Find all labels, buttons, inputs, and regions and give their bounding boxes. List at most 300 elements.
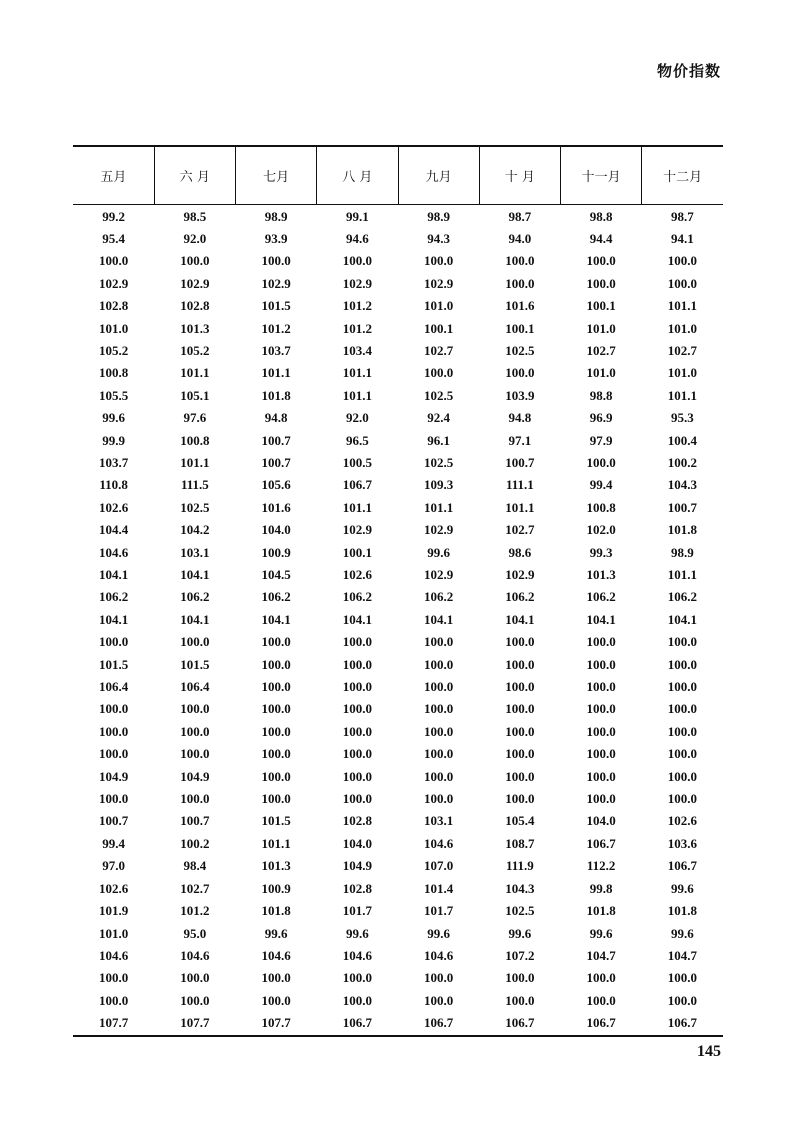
- table-cell: 100.8: [99, 365, 129, 381]
- table-cell: 100.0: [667, 701, 697, 717]
- table-cell: 103.4: [342, 342, 372, 358]
- table-cell: 102.6: [99, 499, 129, 515]
- table-cell: 106.2: [99, 589, 129, 605]
- table-cell: 99.6: [589, 925, 613, 941]
- table-cell: 104.0: [586, 813, 616, 829]
- table-cell: 101.5: [261, 298, 291, 314]
- table-cell: 100.0: [342, 746, 372, 762]
- table-cell: 106.2: [180, 589, 210, 605]
- table-cell: 101.9: [99, 903, 129, 919]
- table-cell: 107.2: [505, 947, 535, 963]
- table-row: [73, 250, 723, 272]
- table-row: [73, 855, 723, 877]
- table-cell: 101.1: [261, 835, 291, 851]
- table-cell: 101.1: [667, 567, 697, 582]
- table-cell: 101.6: [505, 298, 535, 314]
- table-cell: 98.8: [589, 387, 613, 403]
- table-cell: 100.0: [505, 365, 535, 381]
- table-cell: 105.5: [99, 387, 129, 403]
- table-cell: 99.6: [671, 925, 694, 941]
- table-cell: 98.9: [671, 544, 694, 560]
- table-cell: 104.1: [180, 611, 210, 627]
- table-cell: 105.1: [180, 387, 210, 403]
- table-header: [73, 146, 723, 204]
- table-cell: 100.0: [180, 746, 210, 762]
- table-cell: 100.0: [99, 634, 129, 650]
- table-cell: 100.0: [586, 679, 616, 695]
- table-cell: 100.0: [505, 253, 535, 269]
- table-cell: 104.6: [342, 947, 372, 963]
- table-cell: 104.0: [342, 835, 372, 851]
- table-cell: 98.8: [589, 208, 613, 224]
- table-row: [73, 788, 723, 810]
- table-cell: 111.1: [505, 477, 534, 493]
- table-cell: 100.0: [586, 970, 616, 986]
- table-cell: 100.0: [99, 992, 129, 1008]
- table-cell: 98.4: [183, 858, 207, 874]
- table-cell: 100.0: [261, 679, 291, 695]
- table-cell: 100.7: [667, 499, 697, 515]
- table-cell: 100.1: [424, 320, 454, 336]
- table-cell: 104.3: [505, 880, 535, 896]
- table-row: [73, 900, 723, 922]
- table-cell: 100.0: [505, 746, 535, 762]
- table-cell: 98.6: [508, 544, 532, 560]
- table-cell: 94.1: [671, 230, 694, 246]
- table-cell: 101.0: [586, 365, 616, 381]
- table-cell: 100.0: [180, 791, 210, 807]
- table-cell: 99.6: [671, 880, 694, 896]
- table-cell: 92.0: [346, 410, 369, 426]
- table-cell: 100.0: [180, 634, 210, 650]
- table-cell: 100.0: [180, 701, 210, 717]
- table-cell: 101.5: [99, 656, 129, 672]
- table-cell: 100.0: [505, 970, 535, 986]
- table-cell: 104.7: [667, 947, 697, 963]
- table-cell: 100.0: [424, 656, 454, 672]
- table-cell: 101.3: [261, 858, 291, 874]
- table-cell: 101.8: [667, 903, 697, 919]
- table-cell: 99.4: [589, 477, 613, 493]
- table-cell: 100.0: [261, 992, 291, 1008]
- table-cell: 104.1: [180, 567, 210, 582]
- table-cell: 104.1: [342, 611, 372, 627]
- table-row: [73, 474, 723, 496]
- table-cell: 101.3: [586, 567, 616, 582]
- table-cell: 102.5: [505, 903, 535, 919]
- table-cell: 100.0: [424, 679, 454, 695]
- table-cell: 94.8: [508, 410, 532, 426]
- table-cell: 100.0: [424, 992, 454, 1008]
- table-cell: 102.7: [505, 522, 535, 538]
- table-cell: 101.2: [342, 320, 372, 336]
- table-row: [73, 766, 723, 788]
- table-cell: 100.0: [586, 768, 616, 784]
- table-row: [73, 340, 723, 362]
- table-cell: 104.9: [180, 768, 210, 784]
- table-cell: 94.0: [508, 230, 532, 246]
- table-cell: 106.2: [261, 589, 291, 605]
- table-cell: 106.2: [586, 589, 616, 605]
- table-row: [73, 810, 723, 832]
- table-row: [73, 407, 723, 429]
- table-cell: 100.0: [342, 768, 372, 784]
- table-cell: 100.4: [667, 432, 697, 448]
- table-cell: 93.9: [264, 230, 288, 246]
- table-cell: 100.8: [180, 432, 210, 448]
- table-cell: 100.2: [667, 454, 697, 470]
- table-cell: 100.0: [424, 701, 454, 717]
- table-cell: 104.9: [342, 858, 372, 874]
- table-cell: 100.0: [586, 656, 616, 672]
- table-cell: 102.9: [424, 522, 454, 538]
- table-cell: 100.5: [342, 454, 372, 470]
- table-cell: 100.0: [261, 701, 291, 717]
- table-row: [73, 542, 723, 564]
- table-cell: 100.0: [342, 992, 372, 1008]
- table-row: [73, 228, 723, 250]
- table-cell: 100.0: [261, 656, 291, 672]
- table-cell: 102.7: [586, 342, 616, 358]
- table-cell: 111.9: [505, 858, 534, 874]
- table-cell: 98.5: [183, 208, 207, 224]
- table-cell: 101.1: [424, 499, 454, 515]
- table-cell: 105.2: [180, 342, 210, 358]
- table-cell: 107.7: [236, 1012, 317, 1035]
- table-cell: 99.6: [427, 925, 450, 941]
- table-cell: 99.6: [102, 410, 125, 426]
- table-cell: 96.9: [589, 410, 613, 426]
- table-cell: 100.0: [424, 746, 454, 762]
- table-cell: 101.0: [99, 320, 129, 336]
- table-cell: 106.4: [99, 679, 129, 695]
- table-header-row: [73, 146, 723, 204]
- table-cell: 101.5: [180, 656, 210, 672]
- table-cell: 102.9: [180, 275, 210, 291]
- table-cell: 102.8: [342, 880, 372, 896]
- table-cell: 106.7: [561, 1012, 642, 1035]
- table-cell: 106.7: [642, 1012, 723, 1035]
- table-cell: 104.6: [99, 544, 129, 560]
- column-header: 八 月: [317, 146, 398, 204]
- table-row: [73, 945, 723, 967]
- table-cell: 100.0: [261, 970, 291, 986]
- table-cell: 100.7: [505, 454, 535, 470]
- table-cell: 100.0: [424, 768, 454, 784]
- table-cell: 106.7: [317, 1012, 398, 1035]
- table-cell: 94.8: [264, 410, 288, 426]
- table-cell: 100.0: [342, 656, 372, 672]
- table-cell: 101.0: [586, 320, 616, 336]
- table-cell: 100.0: [586, 253, 616, 269]
- table-row: [73, 204, 723, 228]
- table-cell: 100.7: [180, 813, 210, 829]
- table-cell: 103.1: [180, 544, 210, 560]
- table-cell: 100.0: [586, 746, 616, 762]
- table-cell: 104.4: [99, 522, 129, 538]
- table-cell: 100.8: [586, 499, 616, 515]
- table-cell: 100.0: [342, 634, 372, 650]
- table-cell: 102.0: [586, 522, 616, 538]
- table-cell: 101.6: [261, 499, 291, 515]
- table-cell: 98.9: [264, 208, 288, 224]
- table-cell: 102.5: [180, 499, 210, 515]
- table-cell: 102.6: [99, 880, 129, 896]
- table-row: [73, 519, 723, 541]
- table-cell: 104.1: [505, 611, 535, 627]
- table-cell: 104.1: [99, 611, 129, 627]
- table-cell: 101.0: [99, 925, 129, 941]
- table-cell: 104.6: [180, 947, 210, 963]
- table-cell: 106.7: [479, 1012, 560, 1035]
- table-cell: 100.0: [424, 253, 454, 269]
- table-cell: 99.6: [346, 925, 369, 941]
- table-cell: 107.0: [424, 858, 454, 874]
- table-row: [73, 990, 723, 1012]
- table-cell: 100.0: [99, 746, 129, 762]
- table-cell: 100.0: [505, 723, 535, 739]
- table-cell: 102.5: [424, 454, 454, 470]
- column-header: 六 月: [154, 146, 235, 204]
- table-cell: 102.5: [424, 387, 454, 403]
- table-cell: 106.2: [342, 589, 372, 605]
- table-cell: 104.7: [586, 947, 616, 963]
- table-cell: 101.1: [667, 298, 697, 314]
- table-cell: 108.7: [505, 835, 535, 851]
- table-cell: 102.9: [342, 275, 372, 291]
- table-cell: 101.5: [261, 813, 291, 829]
- table-cell: 106.7: [586, 835, 616, 851]
- table-row: [73, 631, 723, 653]
- table-cell: 97.6: [183, 410, 207, 426]
- table-cell: 100.0: [667, 634, 697, 650]
- column-header: 五月: [73, 146, 154, 204]
- table-row: [73, 698, 723, 720]
- table-cell: 99.6: [508, 925, 532, 941]
- table-cell: 101.0: [424, 298, 454, 314]
- table-row: [73, 721, 723, 743]
- table-cell: 100.0: [424, 723, 454, 739]
- table-cell: 99.4: [102, 835, 125, 851]
- table-cell: 100.0: [99, 970, 129, 986]
- table-cell: 102.6: [342, 567, 372, 582]
- table-cell: 104.1: [424, 611, 454, 627]
- table-cell: 111.5: [180, 477, 209, 493]
- table-cell: 104.6: [99, 947, 129, 963]
- table-cell: 104.1: [261, 611, 291, 627]
- table-row: [73, 743, 723, 765]
- table-row: [73, 430, 723, 452]
- table-cell: 101.2: [261, 320, 291, 336]
- table-cell: 101.0: [667, 320, 697, 336]
- table-cell: 107.7: [154, 1012, 235, 1035]
- table-cell: 97.0: [102, 858, 125, 874]
- table-cell: 100.0: [180, 992, 210, 1008]
- table-cell: 101.8: [586, 903, 616, 919]
- table-cell: 99.6: [427, 544, 450, 560]
- table-cell: 100.0: [424, 365, 454, 381]
- table-cell: 102.8: [180, 298, 210, 314]
- table-cell: 100.0: [667, 791, 697, 807]
- table-cell: 106.7: [667, 858, 697, 874]
- table-cell: 97.9: [589, 432, 613, 448]
- table-cell: 97.1: [508, 432, 532, 448]
- table-cell: 100.0: [505, 701, 535, 717]
- table-cell: 100.0: [342, 791, 372, 807]
- table-cell: 101.2: [342, 298, 372, 314]
- table-cell: 95.3: [671, 410, 694, 426]
- table-cell: 104.6: [261, 947, 291, 963]
- table-cell: 100.0: [261, 768, 291, 784]
- table-cell: 100.0: [424, 791, 454, 807]
- table-row: [73, 586, 723, 608]
- table-cell: 95.4: [102, 230, 125, 246]
- table-row: [73, 564, 723, 586]
- table-cell: 107.7: [73, 1012, 154, 1035]
- table-cell: 104.3: [667, 477, 697, 493]
- table-cell: 100.0: [99, 723, 129, 739]
- table-cell: 102.9: [261, 275, 291, 291]
- table-cell: 100.0: [261, 634, 291, 650]
- table-cell: 100.0: [667, 656, 697, 672]
- table-cell: 100.1: [586, 298, 616, 314]
- table-cell: 100.0: [342, 970, 372, 986]
- table-cell: 101.1: [505, 499, 535, 515]
- table-cell: 102.5: [505, 342, 535, 358]
- table-row: [73, 676, 723, 698]
- table-cell: 106.2: [667, 589, 697, 605]
- table-cell: 101.1: [342, 499, 372, 515]
- table-cell: 106.2: [505, 589, 535, 605]
- table-row: [73, 362, 723, 384]
- table-cell: 101.1: [342, 365, 372, 381]
- table-row: [73, 654, 723, 676]
- table-cell: 102.9: [424, 275, 454, 291]
- table-cell: 98.9: [427, 208, 450, 224]
- table-cell: 100.0: [99, 701, 129, 717]
- table-cell: 109.3: [424, 477, 454, 493]
- table-cell: 106.7: [342, 477, 372, 493]
- table-cell: 98.7: [508, 208, 532, 224]
- table-cell: 99.2: [102, 208, 125, 224]
- table-cell: 102.6: [667, 813, 697, 829]
- table-cell: 110.8: [99, 477, 128, 493]
- column-header: 十二月: [642, 146, 723, 204]
- table-cell: 104.6: [424, 947, 454, 963]
- column-header: 九月: [398, 146, 479, 204]
- table-cell: 101.1: [180, 365, 210, 381]
- table-cell: 102.8: [99, 298, 129, 314]
- table-cell: 100.0: [261, 253, 291, 269]
- table-cell: 104.2: [180, 522, 210, 538]
- table-cell: 100.9: [261, 880, 291, 896]
- page-header-title: 物价指数: [656, 62, 721, 80]
- table-row: [73, 385, 723, 407]
- table-cell: 100.0: [424, 634, 454, 650]
- table-cell: 100.0: [667, 768, 697, 784]
- table-cell: 106.2: [424, 589, 454, 605]
- table-cell: 100.0: [342, 723, 372, 739]
- table-row: [73, 833, 723, 855]
- table-cell: 100.0: [424, 970, 454, 986]
- table-row: [73, 497, 723, 519]
- table-cell: 101.1: [667, 387, 697, 403]
- table-cell: 103.9: [505, 387, 535, 403]
- table-cell: 100.0: [505, 656, 535, 672]
- table-cell: 100.0: [586, 275, 616, 291]
- table-cell: 106.4: [180, 679, 210, 695]
- table-cell: 104.1: [667, 611, 697, 627]
- table-cell: 100.0: [505, 768, 535, 784]
- table-cell: 100.0: [505, 634, 535, 650]
- table-cell: 103.1: [424, 813, 454, 829]
- table-cell: 101.1: [342, 387, 372, 403]
- table-cell: 100.0: [586, 723, 616, 739]
- table-cell: 100.0: [342, 679, 372, 695]
- table-cell: 103.7: [261, 342, 291, 358]
- table-row: [73, 967, 723, 989]
- table-cell: 100.0: [586, 992, 616, 1008]
- table-cell: 100.0: [586, 454, 616, 470]
- table-cell: 100.1: [342, 544, 372, 560]
- table-cell: 105.6: [261, 477, 291, 493]
- table-cell: 100.9: [261, 544, 291, 560]
- table-cell: 112.2: [586, 858, 616, 874]
- table-cell: 100.0: [667, 723, 697, 739]
- table-body: [73, 204, 723, 1036]
- table-row: [73, 452, 723, 474]
- table-cell: 100.0: [505, 679, 535, 695]
- table-cell: 100.0: [667, 275, 697, 291]
- table-cell: 100.0: [505, 791, 535, 807]
- table-cell: 100.0: [342, 701, 372, 717]
- table-row: [73, 1012, 723, 1035]
- table-row: [73, 295, 723, 317]
- table-cell: 103.6: [667, 835, 697, 851]
- table-cell: 102.9: [424, 567, 454, 582]
- table-row: [73, 923, 723, 945]
- table-cell: 95.0: [183, 925, 207, 941]
- table-cell: 101.8: [667, 522, 697, 538]
- table-cell: 100.2: [180, 835, 210, 851]
- table-cell: 101.0: [667, 365, 697, 381]
- table-cell: 102.9: [505, 567, 535, 582]
- table-cell: 100.0: [180, 723, 210, 739]
- table-cell: 100.0: [667, 253, 697, 269]
- table-cell: 100.0: [261, 791, 291, 807]
- table-cell: 99.9: [102, 432, 125, 448]
- table-cell: 102.7: [667, 342, 697, 358]
- table-cell: 100.0: [586, 701, 616, 717]
- table-row: [73, 878, 723, 900]
- table-cell: 102.9: [342, 522, 372, 538]
- table-cell: 100.7: [261, 432, 291, 448]
- table-cell: 94.6: [346, 230, 369, 246]
- table-cell: 100.0: [505, 275, 535, 291]
- table-cell: 96.5: [346, 432, 369, 448]
- table-cell: 100.0: [505, 992, 535, 1008]
- table-cell: 105.4: [505, 813, 535, 829]
- table-cell: 102.8: [342, 813, 372, 829]
- table-cell: 99.3: [589, 544, 613, 560]
- table-cell: 98.7: [671, 208, 694, 224]
- column-header: 十一月: [561, 146, 642, 204]
- table-cell: 101.7: [342, 903, 372, 919]
- table-row: [73, 609, 723, 631]
- table-cell: 100.7: [99, 813, 129, 829]
- table-cell: 101.2: [180, 903, 210, 919]
- table-cell: 101.8: [261, 387, 291, 403]
